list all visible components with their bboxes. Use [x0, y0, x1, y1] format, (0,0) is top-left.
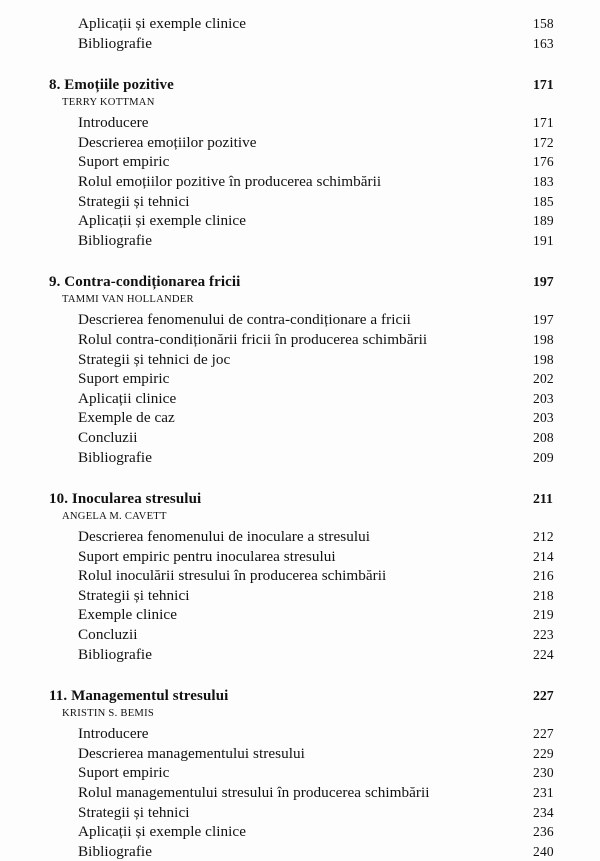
toc-entry-row[interactable]: [0, 14, 600, 34]
chapter-page-number: 211: [533, 491, 553, 507]
toc-entry-row[interactable]: [0, 330, 600, 350]
toc-entry-page-number: 198: [533, 351, 554, 367]
toc-entry-title: Suport empiric: [78, 764, 170, 782]
toc-entry-row[interactable]: [0, 448, 600, 468]
toc-entry-title: Suport empiric: [78, 153, 170, 171]
toc-entry-title: Descrierea fenomenului de contra-condiționare a fricii: [78, 311, 411, 329]
toc-entry-page-number: 223: [533, 627, 554, 643]
toc-entry-title: Rolul emoțiilor pozitive în producerea schimbării: [78, 172, 382, 190]
toc-entry-page-number: 203: [533, 390, 554, 406]
toc-entry-page-number: 176: [533, 154, 554, 170]
toc-entry-row[interactable]: [0, 566, 600, 586]
chapter-entry-list: [0, 724, 600, 861]
toc-entry-page-number: 209: [533, 449, 554, 465]
toc-entry-row[interactable]: [0, 842, 600, 861]
toc-entry-page-number: 183: [533, 173, 554, 189]
chapter-author-row: [0, 95, 600, 110]
toc-entry-page-number: 236: [533, 824, 554, 840]
toc-entry-row[interactable]: [0, 783, 600, 803]
toc-entry-page-number: 185: [533, 193, 554, 209]
toc-entry-page-number: 197: [533, 312, 554, 328]
toc-entry-page-number: 212: [533, 529, 554, 545]
toc-entry-title: Bibliografie: [78, 231, 152, 249]
toc-entry-row[interactable]: [0, 645, 600, 665]
chapter-block: [0, 75, 600, 250]
toc-entry-title: Bibliografie: [78, 645, 152, 663]
toc-entry-page-number: 208: [533, 429, 554, 445]
toc-entry-row[interactable]: [0, 34, 600, 54]
toc-entry-title: Suport empiric: [78, 370, 170, 388]
toc-entry-page-number: 172: [533, 134, 554, 150]
chapter-author-name: TAMMI VAN HOLLANDER: [62, 294, 194, 306]
toc-entry-title: Strategii și tehnici: [78, 586, 190, 604]
toc-entry-row[interactable]: [0, 113, 600, 133]
toc-entry-title: Aplicații clinice: [78, 389, 177, 407]
chapter-entry-list: [0, 527, 600, 664]
toc-entry-page-number: 191: [533, 232, 554, 248]
chapter-page-number: 197: [533, 274, 554, 290]
toc-entry-row[interactable]: [0, 133, 600, 153]
toc-entry-page-number: 214: [533, 548, 554, 564]
toc-entry-title: Strategii și tehnici: [78, 803, 190, 821]
toc-entry-row[interactable]: [0, 172, 600, 192]
toc-entry-title: Rolul inoculării stresului în producerea schimbării: [78, 567, 387, 585]
toc-entry-title: Descrierea managementului stresului: [78, 744, 305, 762]
chapter-title: 10. Inocularea stresului: [49, 491, 202, 508]
toc-entry-page-number: 163: [533, 35, 554, 51]
toc-entry-title: Strategii și tehnici de joc: [78, 350, 231, 368]
toc-entry-page-number: 219: [533, 607, 554, 623]
chapter-title: 9. Contra-condiționarea fricii: [49, 274, 241, 291]
toc-entry-row[interactable]: [0, 211, 600, 231]
toc-entry-title: Aplicații și exemple clinice: [78, 823, 246, 841]
toc-entry-row[interactable]: [0, 547, 600, 567]
toc-entry-title: Aplicații și exemple clinice: [78, 212, 246, 230]
chapter-entry-list: [0, 113, 600, 250]
toc-entry-title: Descrierea fenomenului de inoculare a stresului: [78, 528, 371, 546]
toc-entry-row[interactable]: [0, 586, 600, 606]
toc-entry-page-number: 158: [533, 16, 554, 31]
toc-entry-title: Aplicații și exemple clinice: [78, 15, 246, 32]
toc-entry-row[interactable]: [0, 428, 600, 448]
toc-entry-title: Rolul contra-condiționării fricii în producerea schimbării: [78, 330, 428, 348]
toc-entry-title: Exemple clinice: [78, 606, 178, 624]
toc-entry-row[interactable]: [0, 744, 600, 764]
toc-entry-title: Bibliografie: [78, 34, 152, 52]
toc-entry-page-number: 227: [533, 726, 554, 742]
toc-entry-title: Exemple de caz: [78, 409, 175, 427]
toc-entry-title: Strategii și tehnici: [78, 192, 190, 210]
toc-entry-title: Rolul managementului stresului în producerea schimbării: [78, 784, 430, 802]
toc-entry-row[interactable]: [0, 724, 600, 744]
toc-entry-row[interactable]: [0, 408, 600, 428]
toc-entry-title: Descrierea emoțiilor pozitive: [78, 133, 257, 151]
toc-entry-row[interactable]: [0, 152, 600, 172]
chapter-page-number: 227: [533, 688, 554, 704]
chapter-heading-row[interactable]: [0, 272, 600, 292]
chapter-author-name: KRISTIN S. BEMIS: [62, 708, 154, 720]
toc-entry-page-number: 234: [533, 804, 554, 820]
toc-entry-row[interactable]: [0, 763, 600, 783]
chapter-list: [0, 75, 600, 861]
chapter-block: [0, 272, 600, 467]
chapter-entry-list: [0, 310, 600, 467]
toc-entry-title: Suport empiric pentru inocularea stresului: [78, 547, 336, 565]
toc-entry-page-number: 198: [533, 331, 554, 347]
toc-entry-row[interactable]: [0, 369, 600, 389]
toc-entry-row[interactable]: [0, 605, 600, 625]
chapter-author-row: [0, 509, 600, 524]
chapter-author-row: [0, 706, 600, 721]
toc-entry-row[interactable]: [0, 350, 600, 370]
toc-entry-row[interactable]: [0, 231, 600, 251]
toc-entry-row[interactable]: [0, 625, 600, 645]
toc-entry-page-number: 171: [533, 115, 554, 131]
toc-entry-row[interactable]: [0, 192, 600, 212]
chapter-heading-row[interactable]: [0, 489, 600, 509]
chapter-heading-row[interactable]: [0, 686, 600, 706]
toc-entry-title: Introducere: [78, 725, 149, 743]
toc-entry-title: Introducere: [78, 114, 149, 132]
toc-entry-page-number: 189: [533, 213, 554, 229]
toc-entry-page-number: 218: [533, 587, 554, 603]
toc-entry-page-number: 202: [533, 371, 554, 387]
toc-entry-page-number: 203: [533, 410, 554, 426]
toc-entry-page-number: 224: [533, 646, 554, 662]
toc-entry-page-number: 240: [533, 843, 554, 859]
toc-entry-row[interactable]: [0, 310, 600, 330]
toc-entry-row[interactable]: [0, 527, 600, 547]
toc-entry-title: Bibliografie: [78, 448, 152, 466]
chapter-author-name: ANGELA M. CAVETT: [62, 511, 167, 523]
chapter-author-row: [0, 292, 600, 307]
toc-entry-page-number: 229: [533, 745, 554, 761]
toc-entry-page-number: 216: [533, 568, 554, 584]
chapter-heading-row[interactable]: [0, 75, 600, 95]
chapter-block: [0, 489, 600, 664]
toc-entry-row[interactable]: [0, 822, 600, 842]
toc-entry-page-number: 230: [533, 765, 554, 781]
toc-entry-title: Bibliografie: [78, 842, 152, 860]
chapter-author-name: TERRY KOTTMAN: [62, 97, 155, 109]
toc-entry-title: Concluzii: [78, 626, 138, 644]
toc-entry-title: Concluzii: [78, 428, 138, 446]
chapter-block: [0, 686, 600, 861]
toc-entry-page-number: 231: [533, 785, 554, 801]
toc-entry-row[interactable]: [0, 389, 600, 409]
chapter-title: 8. Emoțiile pozitive: [49, 77, 174, 94]
chapter-title: 11. Managementul stresului: [49, 688, 229, 705]
toc-entry-row[interactable]: [0, 803, 600, 823]
continued-section: [0, 0, 600, 53]
chapter-page-number: 171: [533, 77, 554, 93]
